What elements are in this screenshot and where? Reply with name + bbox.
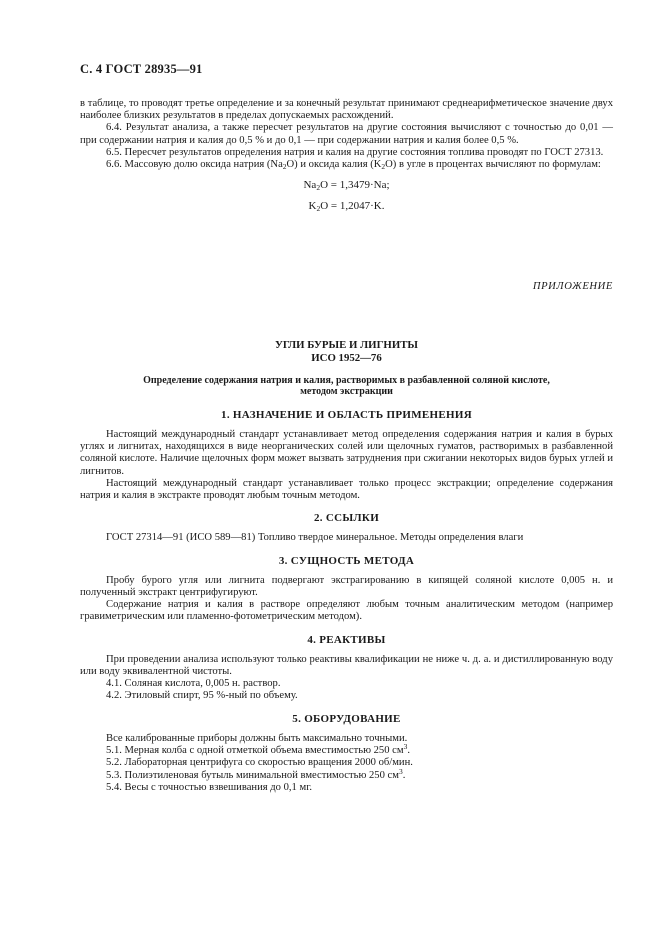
section-4-item-1: 4.1. Соляная кислота, 0,005 н. раствор. bbox=[106, 678, 281, 690]
formula-k-sub: 2 bbox=[316, 204, 321, 214]
p66-sub2: 2 bbox=[381, 162, 386, 172]
intro-paragraph: в таблице, то проводят третье определение и за конечный результат принимают среднеарифметическое значение двух наиболее близких результатов в пределах допускаемых расхождений. bbox=[80, 98, 613, 122]
section-3-paragraph-1: Пробу бурого угля или лигнита подвергают экстрагированию в кипящей соляной кислоте 0,005 н. и полученный экстракт центрифугируют. bbox=[80, 574, 613, 599]
page-content bbox=[80, 98, 613, 794]
appendix-label: ПРИЛОЖЕНИЕ bbox=[532, 281, 613, 293]
item-5-3-sup: 3 bbox=[398, 766, 403, 776]
section-2-heading: 2. ССЫЛКИ bbox=[313, 512, 380, 525]
section-1-heading: 1. НАЗНАЧЕНИЕ И ОБЛАСТЬ ПРИМЕНЕНИЯ bbox=[221, 408, 472, 421]
document-title: УГЛИ БУРЫЕ И ЛИГНИТЫ bbox=[274, 339, 419, 352]
item-5-3-end: . bbox=[402, 769, 406, 781]
formula-na2o bbox=[80, 178, 613, 192]
formula-k2o bbox=[80, 199, 613, 213]
item-5-1-sup: 3 bbox=[403, 742, 408, 752]
p66-part2: O) и оксида калия (K bbox=[286, 159, 382, 171]
section-5-item-1 bbox=[80, 742, 613, 757]
formula-k-rhs: O = 1,2047·K. bbox=[320, 200, 385, 213]
section-5-item-2: 5.2. Лабораторная центрифуга со скоростью вращения 2000 об/мин. bbox=[106, 757, 413, 769]
section-1-paragraph-2: Настоящий международный стандарт устанавливает только процесс экстракции; определение содержания натрия и калия в экстракте проводят любым точным методом. bbox=[80, 477, 613, 502]
p66-part3: O) в угле в процентах вычисляют по формулам: bbox=[385, 159, 601, 171]
section-5-item-3 bbox=[80, 766, 613, 782]
p66-part1: 6.6. Массовую долю оксида натрия (Na bbox=[106, 159, 283, 171]
section-5-paragraph-1: Все калиброванные приборы должны быть максимально точными. bbox=[106, 732, 408, 744]
section-1-paragraph-1: Настоящий международный стандарт устанавливает метод определения содержания натрия и калия в бурых углях и лигнитах, находящихся в виде неорганических солей или щелочных гуматов, растворимых в разбавленной соляной кислоте. Наличие щелочных форм может вызвать затруднения при сжигании некоторых видов бурых углей и лигнитов. bbox=[80, 429, 613, 477]
section-5-heading: 5. ОБОРУДОВАНИЕ bbox=[292, 712, 401, 725]
document-subtitle-line1: Определение содержания натрия и калия, растворимых в разбавленной соляной кислоте, bbox=[143, 374, 550, 386]
paragraph-6-5: 6.5. Пересчет результатов определения натрия и калия на другие состояния топлива проводят по ГОСТ 27313. bbox=[106, 146, 604, 158]
section-4-item-2: 4.2. Этиловый спирт, 95 %-ный по объему. bbox=[106, 690, 298, 702]
section-4-heading: 4. РЕАКТИВЫ bbox=[307, 633, 386, 646]
document-subtitle-line2: методом экстракции bbox=[300, 386, 393, 398]
paragraph-6-4: 6.4. Результат анализа, а также пересчет результатов на другие состояния вычисляют с точностью до 0,01 — при содержании натрия и калия до 0,5 % и до 0,1 — при содержании натрия и калия более 0,5 %. bbox=[80, 122, 613, 146]
formula-na-lhs: Na bbox=[303, 179, 317, 192]
item-5-1-end: . bbox=[407, 745, 410, 757]
item-5-3-text: 5.3. Полиэтиленовая бутыль минимальной вместимостью 250 см bbox=[106, 769, 399, 781]
section-2-paragraph-1: ГОСТ 27314—91 (ИСО 589—81) Топливо твердое минеральное. Методы определения влаги bbox=[106, 532, 524, 544]
formula-na-sub: 2 bbox=[316, 183, 321, 193]
p66-sub1: 2 bbox=[282, 162, 287, 172]
section-4-paragraph-1: При проведении анализа используют только реактивы квалификации не ниже ч. д. а. и дистиллированную воду или воду эквивалентной чистоты. bbox=[80, 653, 613, 678]
item-5-1-text: 5.1. Мерная колба с одной отметкой объема вместимостью 250 см bbox=[106, 745, 404, 757]
section-3-heading: 3. СУЩНОСТЬ МЕТОДА bbox=[278, 554, 415, 567]
section-5-item-4: 5.4. Весы с точностью взвешивания до 0,1 мг. bbox=[106, 781, 312, 793]
section-3-paragraph-2: Содержание натрия и калия в растворе определяют любым точным аналитическим методом (например гравиметрическим или пламенно-фотометрическим методом). bbox=[80, 599, 613, 623]
page-header: С. 4 ГОСТ 28935—91 bbox=[80, 62, 203, 76]
document-standard: ИСО 1952—76 bbox=[311, 351, 382, 364]
formula-k-lhs: K bbox=[308, 200, 317, 213]
paragraph-6-6 bbox=[80, 159, 613, 171]
formula-na-rhs: O = 1,3479·Na; bbox=[320, 179, 390, 192]
